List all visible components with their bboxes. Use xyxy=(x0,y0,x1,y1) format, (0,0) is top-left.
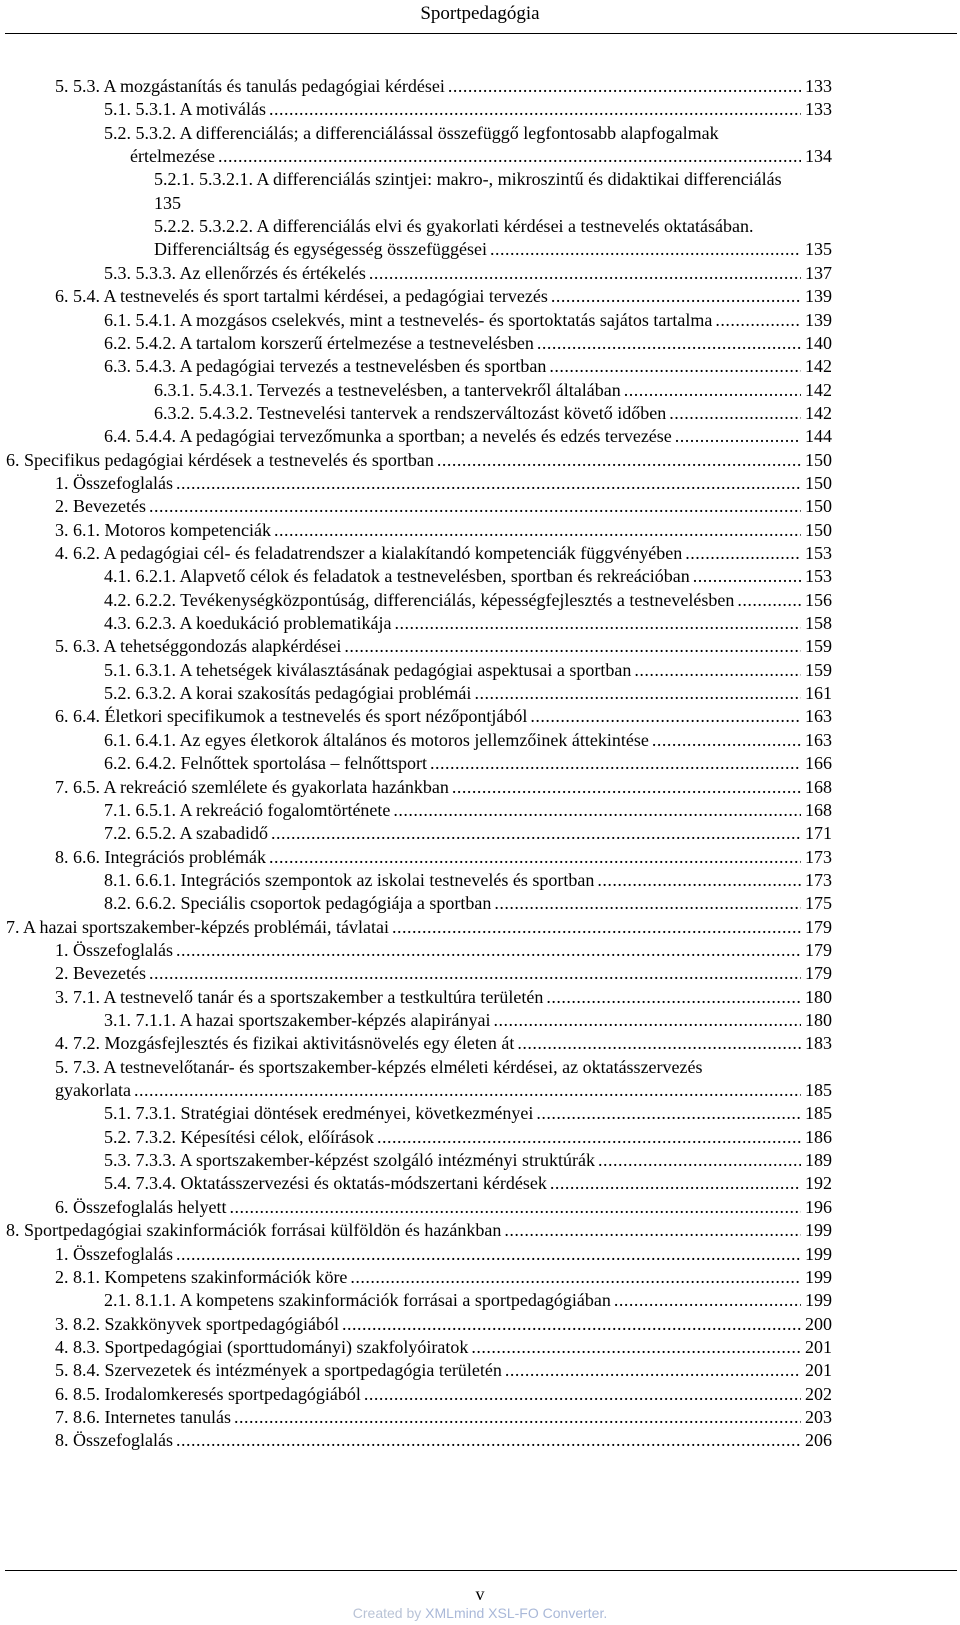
toc-entry[interactable] xyxy=(104,798,832,822)
toc-dot-leader xyxy=(551,284,801,308)
toc-page-number[interactable]: 203 xyxy=(805,1407,832,1427)
toc-entry[interactable] xyxy=(55,1242,832,1266)
toc-dot-leader xyxy=(504,1218,801,1242)
toc-page-number[interactable]: 150 xyxy=(805,496,832,516)
toc-page-number[interactable]: 206 xyxy=(805,1430,832,1450)
toc-page-number[interactable]: 161 xyxy=(805,683,832,703)
toc-page-number[interactable]: 171 xyxy=(805,823,832,843)
toc-entry-title[interactable]: 5.3. 7.3.3. A sportszakember-képzést szolgáló intézményi struktúrák xyxy=(104,1150,596,1170)
toc-page-number[interactable]: 142 xyxy=(805,356,832,376)
toc-entry[interactable] xyxy=(104,261,832,285)
toc-entry-title[interactable]: 3. 7.1. A testnevelő tanár és a sportszakember a testkultúra területén xyxy=(55,987,544,1007)
toc-entry-title[interactable]: 5.4. 7.3.4. Oktatásszervezési és oktatás-módszertani kérdések xyxy=(104,1173,547,1193)
toc-entry-title[interactable]: 6. 8.5. Irodalomkeresés sportpedagógiából xyxy=(55,1384,361,1404)
toc-entry-title[interactable]: 5.1. 7.3.1. Stratégiai döntések eredményei, következményei xyxy=(104,1103,534,1123)
toc-dot-leader xyxy=(229,1195,801,1219)
toc-dot-leader xyxy=(176,471,801,495)
toc-entry[interactable] xyxy=(104,1008,832,1032)
toc-entry[interactable] xyxy=(104,308,832,332)
toc-entry[interactable] xyxy=(104,868,832,892)
toc-entry[interactable] xyxy=(55,518,832,542)
toc-entry[interactable] xyxy=(55,494,832,518)
toc-dot-leader xyxy=(392,915,801,939)
toc-page-number[interactable]: 201 xyxy=(805,1337,832,1357)
toc-entry[interactable] xyxy=(104,1148,832,1172)
toc-page-number[interactable]: 166 xyxy=(805,753,832,773)
toc-entry[interactable] xyxy=(55,471,832,495)
toc-dot-leader xyxy=(494,1008,802,1032)
toc-entry[interactable] xyxy=(104,1288,832,1312)
toc-entry[interactable] xyxy=(55,1405,832,1429)
toc-entry-title[interactable]: 8.1. 6.6.1. Integrációs szempontok az iskolai testnevelés és sportban xyxy=(104,870,595,890)
toc-page-number[interactable]: 158 xyxy=(805,613,832,633)
toc-dot-leader xyxy=(675,424,801,448)
toc-entry-title[interactable]: 6. Specifikus pedagógiai kérdések a testnevelés és sportban xyxy=(6,450,434,470)
toc-page-number[interactable]: 202 xyxy=(805,1384,832,1404)
toc-dot-leader xyxy=(737,588,801,612)
toc-entry[interactable] xyxy=(55,1265,832,1289)
toc-entry[interactable] xyxy=(104,1101,832,1125)
toc-page-number[interactable]: 135 xyxy=(805,239,832,259)
toc-page-number[interactable]: 142 xyxy=(805,403,832,423)
toc-entry[interactable] xyxy=(55,1078,832,1102)
toc-entry-title[interactable]: 4.3. 6.2.3. A koedukáció problematikája xyxy=(104,613,392,633)
toc-page-number[interactable]: 199 xyxy=(805,1290,832,1310)
header-rule xyxy=(5,33,957,34)
toc-entry[interactable] xyxy=(55,704,832,728)
toc-dot-leader xyxy=(344,634,801,658)
toc-entry-title[interactable]: 8.2. 6.6.2. Speciális csoportok pedagógiája a sportban xyxy=(104,893,492,913)
toc-dot-leader xyxy=(393,798,801,822)
toc-entry-title[interactable]: 6.3. 5.4.3. A pedagógiai tervezés a testnevelésben és sportban xyxy=(104,356,547,376)
toc-entry-title[interactable]: 6.3.1. 5.4.3.1. Tervezés a testnevelésben, a tantervekről általában xyxy=(154,380,621,400)
toc-page-number[interactable]: 150 xyxy=(805,473,832,493)
toc-entry[interactable] xyxy=(55,845,832,869)
toc-entry[interactable] xyxy=(6,448,832,472)
toc-entry[interactable] xyxy=(55,1195,832,1219)
toc-page-number[interactable]: 180 xyxy=(805,1010,832,1030)
toc-page-number[interactable]: 173 xyxy=(805,847,832,867)
toc-dot-leader xyxy=(369,261,801,285)
toc-entry-title[interactable]: 6.1. 5.4.1. A mozgásos cselekvés, mint a testnevelés- és sportoktatás sajátos tartalma xyxy=(104,310,713,330)
toc-page-number[interactable]: 199 xyxy=(805,1244,832,1264)
toc-entry[interactable] xyxy=(104,354,832,378)
page-number: v xyxy=(475,1584,485,1604)
toc-entry-title[interactable]: 5.1. 5.3.1. A motiválás xyxy=(104,99,266,119)
toc-page-number[interactable]: 200 xyxy=(805,1314,832,1334)
toc-dot-leader xyxy=(377,1125,801,1149)
toc-dot-leader xyxy=(149,961,801,985)
toc-page-number[interactable]: 137 xyxy=(805,263,832,283)
toc-entry[interactable] xyxy=(55,985,832,1009)
toc-entry-title[interactable]: 6.3.2. 5.4.3.2. Testnevelési tantervek a rendszerváltozást követő időben xyxy=(154,403,667,423)
toc-entry-title[interactable]: 4.2. 6.2.2. Tevékenységközpontúság, differenciálás, képességfejlesztés a testnevelésben xyxy=(104,590,735,610)
toc-entry-title[interactable]: 1. Összefoglalás xyxy=(55,473,173,493)
toc-entry-title[interactable]: 7. 8.6. Internetes tanulás xyxy=(55,1407,231,1427)
toc-dot-leader xyxy=(149,494,801,518)
toc-dot-leader xyxy=(364,1382,801,1406)
toc-page-number[interactable]: 150 xyxy=(805,520,832,540)
toc-entry[interactable] xyxy=(55,775,832,799)
toc-dot-leader xyxy=(176,938,801,962)
toc-entry-title[interactable]: 3.1. 7.1.1. A hazai sportszakember-képzés alapirányai xyxy=(104,1010,491,1030)
toc-dot-leader xyxy=(652,728,801,752)
toc-entry-title[interactable]: 8. 6.6. Integrációs problémák xyxy=(55,847,266,867)
toc-entry-title[interactable]: 5. 6.3. A tehetséggondozás alapkérdései xyxy=(55,636,342,656)
toc-entry-title[interactable]: 5.2. 6.3.2. A korai szakosítás pedagógiai problémái xyxy=(104,683,472,703)
toc-entry[interactable] xyxy=(104,728,832,752)
toc-entry-title[interactable]: Differenciáltság és egységesség összefüggései xyxy=(154,239,488,259)
toc-entry[interactable] xyxy=(6,915,832,939)
toc-dot-leader xyxy=(530,704,801,728)
toc-entry[interactable] xyxy=(55,1031,832,1055)
toc-entry[interactable] xyxy=(104,331,832,355)
toc-entry-title[interactable]: 6. Összefoglalás helyett xyxy=(55,1197,227,1217)
toc-continuation-line: 5.2.2. 5.3.2.2. A differenciálás elvi és gyakorlati kérdései a testnevelés oktatásában. xyxy=(154,216,754,236)
toc-entry[interactable] xyxy=(104,97,832,121)
toc-page-number[interactable]: 201 xyxy=(805,1360,832,1380)
toc-dot-leader xyxy=(234,1405,801,1429)
credit-prefix: Created by xyxy=(352,1605,426,1621)
toc-page-number[interactable]: 163 xyxy=(805,730,832,750)
toc-dot-leader xyxy=(517,1031,801,1055)
toc-entry[interactable] xyxy=(104,751,832,775)
toc-entry-title[interactable]: 5.3. 5.3.3. Az ellenőrzés és értékelés xyxy=(104,263,366,283)
toc-dot-leader xyxy=(546,985,801,1009)
toc-entry[interactable] xyxy=(154,378,832,402)
toc-entry-title[interactable]: 5. 8.4. Szervezetek és intézmények a sportpedagógia területén xyxy=(55,1360,502,1380)
toc-page-number[interactable]: 175 xyxy=(805,893,832,913)
toc-dot-leader xyxy=(437,448,801,472)
toc-dot-leader xyxy=(271,821,801,845)
toc-page-number[interactable]: 156 xyxy=(805,590,832,610)
toc-entry[interactable] xyxy=(55,541,832,565)
toc-dot-leader xyxy=(494,891,801,915)
toc-page-number[interactable]: 159 xyxy=(805,636,832,656)
toc-entry-title[interactable]: 2. 8.1. Kompetens szakinformációk köre xyxy=(55,1267,348,1287)
toc-entry-title[interactable]: 7. A hazai sportszakember-képzés problémái, távlatai xyxy=(6,917,389,937)
toc-dot-leader xyxy=(505,1358,801,1382)
toc-entry-title[interactable]: 5.1. 6.3.1. A tehetségek kiválasztásának pedagógiai aspektusai a sportban xyxy=(104,660,632,680)
toc-entry[interactable] xyxy=(55,1335,832,1359)
toc-page-number[interactable]: 185 xyxy=(805,1080,832,1100)
toc-page-number[interactable]: 150 xyxy=(805,450,832,470)
toc-dot-leader xyxy=(448,74,801,98)
toc-entry-title[interactable]: 7. 6.5. A rekreáció szemlélete és gyakorlata hazánkban xyxy=(55,777,449,797)
toc-dot-leader xyxy=(669,401,801,425)
toc-entry-title[interactable]: 2.1. 8.1.1. A kompetens szakinformációk forrásai a sportpedagógiában xyxy=(104,1290,611,1310)
toc-page-number[interactable]: 199 xyxy=(805,1267,832,1287)
toc-page-number[interactable]: 133 xyxy=(805,76,832,96)
toc-page-number[interactable]: 173 xyxy=(805,870,832,890)
toc-page-number[interactable]: 179 xyxy=(805,940,832,960)
toc-dot-leader xyxy=(614,1288,801,1312)
toc-page-number[interactable]: 142 xyxy=(805,380,832,400)
toc-page-number[interactable]: 134 xyxy=(805,146,832,166)
toc-page-number[interactable]: 168 xyxy=(805,777,832,797)
toc-entry-title[interactable]: gyakorlata xyxy=(55,1080,131,1100)
toc-page-number[interactable]: 133 xyxy=(805,99,832,119)
toc-dot-leader xyxy=(537,331,801,355)
toc-entry[interactable] xyxy=(55,961,832,985)
toc-entry-title[interactable]: 2. Bevezetés xyxy=(55,496,146,516)
toc-entry[interactable] xyxy=(104,424,832,448)
toc-entry-title[interactable]: 6.2. 5.4.2. A tartalom korszerű értelmezése a testnevelésben xyxy=(104,333,534,353)
book-title: Sportpedagógia xyxy=(420,3,540,24)
toc-entry-title[interactable]: 7.2. 6.5.2. A szabadidő xyxy=(104,823,268,843)
toc-dot-leader xyxy=(693,564,801,588)
converter-credit[interactable] xyxy=(0,1603,960,1623)
footer-rule xyxy=(5,1570,957,1571)
toc-entry[interactable] xyxy=(104,1125,832,1149)
toc-entry[interactable] xyxy=(55,938,832,962)
toc-entry-title[interactable]: 6.2. 6.4.2. Felnőttek sportolása – felnőttsport xyxy=(104,753,427,773)
toc-entry[interactable] xyxy=(130,144,832,168)
toc-entry[interactable] xyxy=(6,1218,832,1242)
toc-page-number[interactable]: 140 xyxy=(805,333,832,353)
toc-entry[interactable] xyxy=(154,401,832,425)
toc-page-number[interactable]: 153 xyxy=(805,566,832,586)
toc-dot-leader xyxy=(549,354,801,378)
toc-dot-leader xyxy=(597,868,801,892)
toc-page-number[interactable]: 199 xyxy=(805,1220,832,1240)
toc-entry-title[interactable]: 6.1. 6.4.1. Az egyes életkorok általános és motoros jellemzőinek áttekintése xyxy=(104,730,649,750)
toc-entry[interactable] xyxy=(104,1171,832,1195)
toc-entry-title[interactable]: 8. Összefoglalás xyxy=(55,1430,173,1450)
toc-dot-leader xyxy=(134,1078,801,1102)
toc-page-number[interactable]: 183 xyxy=(805,1033,832,1053)
toc-page-number[interactable]: 159 xyxy=(805,660,832,680)
toc-page-number[interactable]: 144 xyxy=(805,426,832,446)
toc-entry-title[interactable]: 1. Összefoglalás xyxy=(55,1244,173,1264)
toc-dot-leader xyxy=(490,237,801,261)
credit-brand[interactable]: XMLmind XSL-FO Converter. xyxy=(425,1605,608,1621)
toc-entry[interactable] xyxy=(104,588,832,612)
toc-entry[interactable] xyxy=(55,74,832,98)
toc-dot-leader xyxy=(176,1242,801,1266)
toc-entry-title[interactable]: 1. Összefoglalás xyxy=(55,940,173,960)
toc-entry-title[interactable]: értelmezése xyxy=(130,146,215,166)
toc-page-number[interactable]: 139 xyxy=(805,286,832,306)
toc-entry-title[interactable]: 4. 7.2. Mozgásfejlesztés és fizikai aktivitásnövelés egy életen át xyxy=(55,1033,515,1053)
toc-dot-leader xyxy=(269,845,801,869)
toc-page-number[interactable]: 180 xyxy=(805,987,832,1007)
toc-page-number[interactable]: 139 xyxy=(805,310,832,330)
toc-dot-leader xyxy=(342,1312,801,1336)
running-header xyxy=(0,0,960,25)
toc-dot-leader xyxy=(269,97,801,121)
toc-continuation-line: 5.2.1. 5.3.2.1. A differenciálás szintjei: makro-, mikroszintű és didaktikai differenciálás xyxy=(154,169,782,189)
toc-page-number[interactable]: 196 xyxy=(805,1197,832,1217)
toc-dot-leader xyxy=(430,751,801,775)
toc-entry[interactable] xyxy=(104,611,832,635)
toc-dot-leader xyxy=(471,1335,801,1359)
toc-dot-leader xyxy=(176,1428,801,1452)
toc-dot-leader xyxy=(634,658,801,682)
toc-entry[interactable] xyxy=(55,1312,832,1336)
toc-dot-leader xyxy=(474,681,801,705)
toc-entry-title[interactable]: 4. 8.3. Sportpedagógiai (sporttudományi) szakfolyóiratok xyxy=(55,1337,469,1357)
toc-entry[interactable] xyxy=(55,1358,832,1382)
toc-entry-title[interactable]: 6. 5.4. A testnevelés és sport tartalmi kérdései, a pedagógiai tervezés xyxy=(55,286,548,306)
toc-entry[interactable] xyxy=(55,1428,832,1452)
toc-page-number[interactable]: 192 xyxy=(805,1173,832,1193)
toc-entry-title[interactable]: 4. 6.2. A pedagógiai cél- és feladatrendszer a kialakítandó kompetenciák függvényében xyxy=(55,543,683,563)
toc-dot-leader xyxy=(685,541,801,565)
toc-dot-leader xyxy=(715,308,801,332)
toc-entry-title[interactable]: 5.2. 7.3.2. Képesítési célok, előírások xyxy=(104,1127,374,1147)
toc-dot-leader xyxy=(218,144,801,168)
toc-dot-leader xyxy=(550,1171,801,1195)
toc-entry-title[interactable]: 6.4. 5.4.4. A pedagógiai tervezőmunka a sportban; a nevelés és edzés tervezése xyxy=(104,426,672,446)
toc-page-number[interactable]: 189 xyxy=(805,1150,832,1170)
toc-dot-leader xyxy=(274,518,801,542)
toc-dot-leader xyxy=(598,1148,801,1172)
toc-page-number[interactable]: 179 xyxy=(805,917,832,937)
toc-continuation-line: 5. 7.3. A testnevelőtanár- és sportszakember-képzés elméleti kérdései, az oktatásszervezés xyxy=(55,1057,703,1077)
toc-dot-leader xyxy=(350,1265,801,1289)
toc-entry-title[interactable]: 8. Sportpedagógiai szakinformációk forrásai külföldön és hazánkban xyxy=(6,1220,502,1240)
toc-entry-title[interactable]: 6. 6.4. Életkori specifikumok a testnevelés és sport nézőpontjából xyxy=(55,706,528,726)
toc-page-number[interactable]: 153 xyxy=(805,543,832,563)
toc-dot-leader xyxy=(536,1101,801,1125)
toc-dot-leader xyxy=(394,611,801,635)
toc-continuation-line: 5.2. 5.3.2. A differenciálás; a differenciálással összefüggő legfontosabb alapfogalmak xyxy=(104,123,719,143)
toc-entry[interactable] xyxy=(104,681,832,705)
toc-entry[interactable] xyxy=(104,658,832,682)
toc-entry[interactable] xyxy=(104,891,832,915)
toc-page-number[interactable]: 185 xyxy=(805,1103,832,1123)
toc-dot-leader xyxy=(452,775,801,799)
toc-continuation-line: 135 xyxy=(154,193,181,213)
toc-entry-title[interactable]: 4.1. 6.2.1. Alapvető célok és feladatok a testnevelésben, sportban és rekreációban xyxy=(104,566,690,586)
toc-page-number[interactable]: 179 xyxy=(805,963,832,983)
toc-entry-title[interactable]: 5. 5.3. A mozgástanítás és tanulás pedagógiai kérdései xyxy=(55,76,445,96)
toc-entry[interactable] xyxy=(55,634,832,658)
toc-entry-title[interactable]: 7.1. 6.5.1. A rekreáció fogalomtörténete xyxy=(104,800,391,820)
toc-entry-title[interactable]: 2. Bevezetés xyxy=(55,963,146,983)
toc-dot-leader xyxy=(624,378,801,402)
toc-entry[interactable] xyxy=(104,564,832,588)
toc-entry[interactable] xyxy=(104,821,832,845)
toc-entry[interactable] xyxy=(154,237,832,261)
toc-entry-title[interactable]: 3. 6.1. Motoros kompetenciák xyxy=(55,520,271,540)
toc-page-number[interactable]: 163 xyxy=(805,706,832,726)
toc-page-number[interactable]: 186 xyxy=(805,1127,832,1147)
toc-entry[interactable] xyxy=(55,284,832,308)
toc-entry-title[interactable]: 3. 8.2. Szakkönyvek sportpedagógiából xyxy=(55,1314,339,1334)
toc-page-number[interactable]: 168 xyxy=(805,800,832,820)
toc-entry[interactable] xyxy=(55,1382,832,1406)
